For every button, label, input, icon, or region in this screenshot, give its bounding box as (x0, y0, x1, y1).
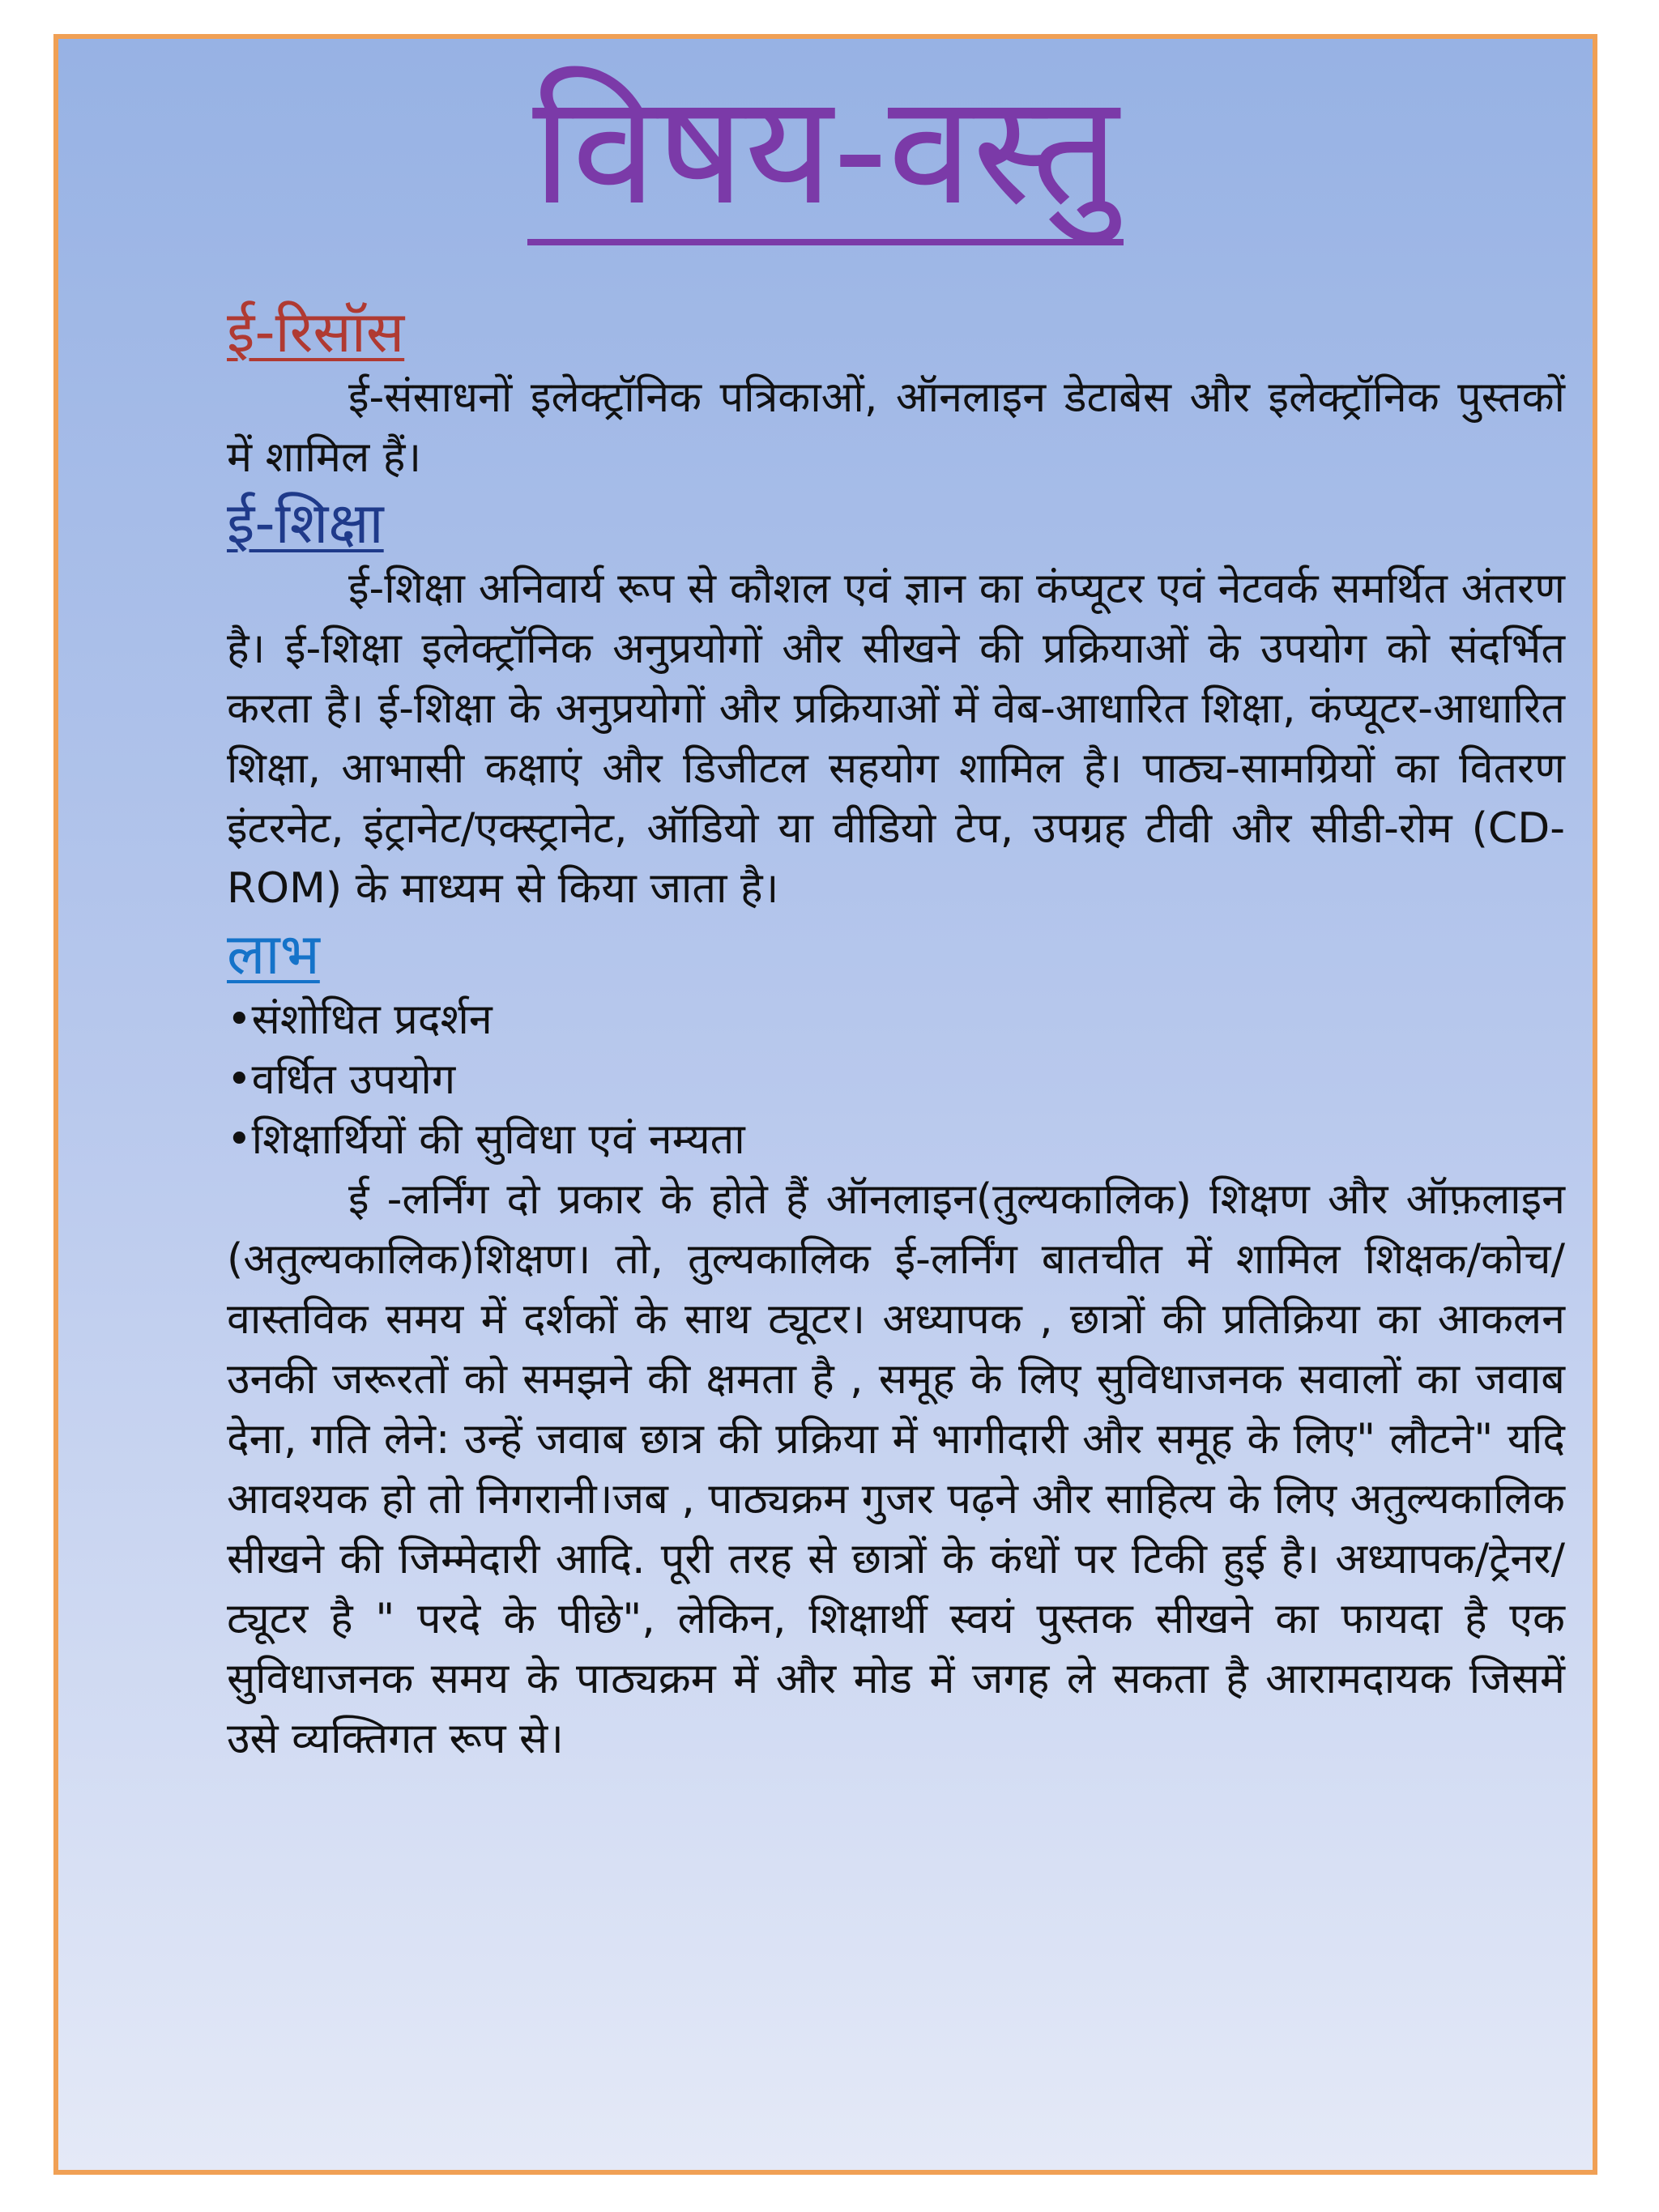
benefits-list (227, 990, 1565, 1170)
paragraph-elearning-types: ई -लर्निंग दो प्रकार के होते हैं ऑनलाइन(तुल्यकालिक) शिक्षण और ऑफ़लाइन (अतुल्यकालिक)शिक्षण। तो, तुल्यकालिक ई-लर्निंग बातचीत में शामिल शिक्षक/कोच/वास्तविक समय में दर्शकों के साथ ट्यूटर। अध्यापक , छात्रों की प्रतिक्रिया का आकलन उनकी जरूरतों को समझने की क्षमता है , समूह के लिए सुविधाजनक सवालों का जवाब देना, गति लेने: उन्हें जवाब छात्र की प्रक्रिया में भागीदारी और समूह के लिए" लौटने" यदि आवश्यक हो तो निगरानी।जब , पाठ्यक्रम गुजर पढ़ने और साहित्य के लिए अतुल्यकालिक सीखने की जिम्मेदारी आदि. पूरी तरह से छात्रों के कंधों पर टिकी हुई है। अध्यापक/ट्रेनर/ट्यूटर है " परदे के पीछे", लेकिन, शिक्षार्थी स्वयं पुस्तक सीखने का फायदा है एक सुविधाजनक समय के पाठ्यक्रम में और मोड में जगह ले सकता है आरामदायक जिसमें उसे व्यक्तिगत रूप से। (227, 1175, 1565, 1763)
heading-benefits: लाभ (227, 921, 320, 987)
benefit-item: • संशोधित प्रदर्शन (227, 990, 1565, 1050)
content-body (227, 296, 1565, 1769)
page-title-text: विषय-वस्तु (527, 62, 1124, 245)
benefit-item: • शिक्षार्थियों की सुविधा एवं नम्यता (227, 1110, 1565, 1170)
content-panel (53, 34, 1597, 2175)
page-title (58, 53, 1593, 248)
heading-e-resources: ई-रिसॉस (227, 299, 405, 365)
paragraph-e-resources: ई-संसाधनों इलेक्ट्रॉनिक पत्रिकाओं, ऑनलाइन डेटाबेस और इलेक्ट्रॉनिक पुस्तकों में शामिल हैं। (227, 373, 1565, 482)
heading-e-education: ई-शिक्षा (227, 490, 384, 556)
section-benefits (227, 918, 1565, 1769)
section-e-resources (227, 296, 1565, 488)
paragraph-e-education: ई-शिक्षा अनिवार्य रूप से कौशल एवं ज्ञान का कंप्यूटर एवं नेटवर्क समर्थित अंतरण है। ई-शिक्षा इलेक्ट्रॉनिक अनुप्रयोगों और सीखने की प्रक्रियाओं के उपयोग को संदर्भित करता है। ई-शिक्षा के अनुप्रयोगों और प्रक्रियाओं में वेब-आधारित शिक्षा, कंप्यूटर-आधारित शिक्षा, आभासी कक्षाएं और डिजीटल सहयोग शामिल है। पाठ्य-सामग्रियों का वितरण इंटरनेट, इंट्रानेट/एक्स्ट्रानेट, ऑडियो या वीडियो टेप, उपग्रह टीवी और सीडी-रोम (CD-ROM) के माध्यम से किया जाता है। (227, 565, 1565, 913)
section-e-education (227, 488, 1565, 918)
benefit-item: • वर्धित उपयोग (227, 1050, 1565, 1110)
